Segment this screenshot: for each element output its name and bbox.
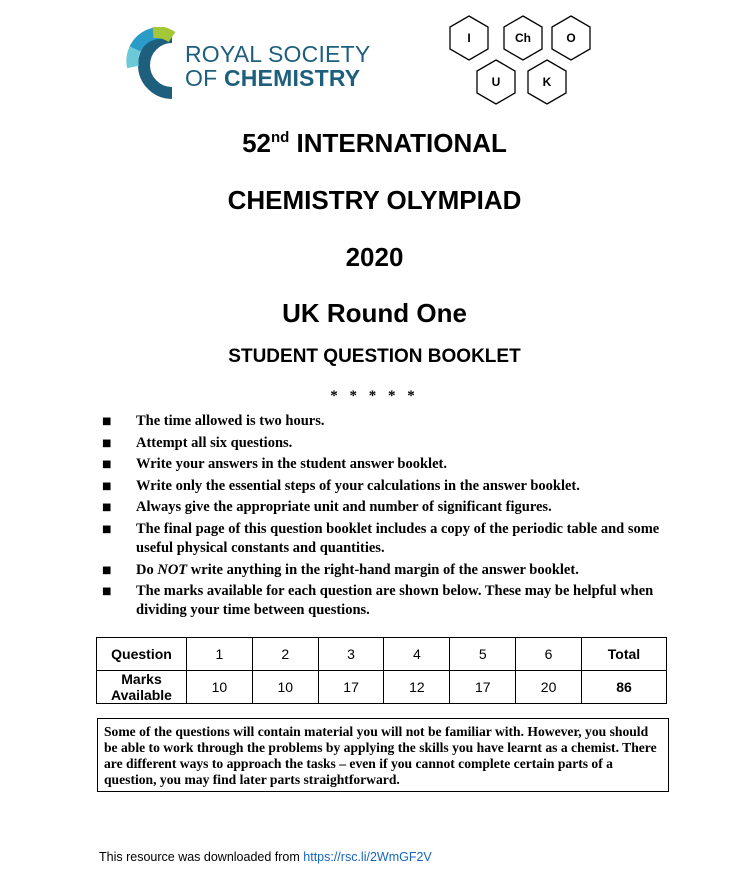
instruction-item	[99, 498, 679, 517]
instruction-item	[99, 434, 679, 453]
instruction-text: Write your answers in the student answer booklet.	[136, 456, 447, 473]
instruction-item	[99, 582, 679, 620]
question-number: 4	[384, 638, 450, 671]
separator-stars: * * * * *	[330, 388, 419, 404]
hex-label-1: I	[467, 31, 471, 45]
instruction-text: Write only the essential steps of your calculations in the answer booklet.	[136, 477, 580, 494]
instruction-item	[99, 520, 679, 558]
question-number: 1	[187, 638, 253, 671]
instruction-text-post: write anything in the right-hand margin of the answer booklet.	[187, 561, 579, 578]
icho-hexagon-logo	[444, 15, 604, 115]
table-row-marks	[97, 671, 667, 704]
instruction-item	[99, 561, 679, 580]
marks-value: 17	[450, 671, 516, 704]
logo-line-2	[185, 66, 370, 90]
note-box: Some of the questions will contain material you will not be familiar with. However, you should be able to work through the problems by applying the skills you have learnt as a chemist. There are different ways to approach the tasks – even if you cannot complete certain parts of a question, you may find later parts straightforward.	[97, 718, 669, 792]
bullet-icon: ■	[102, 416, 112, 427]
instructions-list	[99, 412, 679, 623]
marks-table	[96, 637, 667, 704]
title-international: INTERNATIONAL	[289, 128, 507, 158]
question-number: 3	[318, 638, 384, 671]
marks-value: 10	[252, 671, 318, 704]
footer	[99, 850, 432, 864]
hex-label-3: O	[566, 31, 576, 45]
year-title: 2020	[345, 242, 404, 272]
marks-value: 17	[318, 671, 384, 704]
logo-line-2-prefix: OF	[185, 65, 224, 91]
marks-value: 10	[187, 671, 253, 704]
bullet-icon: ■	[102, 586, 112, 598]
instruction-text: The time allowed is two hours.	[136, 413, 325, 429]
resource-link[interactable]: https://rsc.li/2WmGF2V	[303, 850, 432, 864]
bullet-icon: ■	[102, 502, 112, 514]
footer-text: This resource was downloaded from	[99, 850, 304, 864]
instruction-text-pre: Do	[136, 561, 158, 578]
instruction-item	[99, 477, 679, 496]
marks-value: 20	[516, 671, 582, 704]
olympiad-name-title: CHEMISTRY OLYMPIAD	[227, 185, 522, 215]
hex-label-4: U	[491, 75, 501, 89]
instruction-text: The final page of this question booklet includes a copy of the periodic table and some useful physical constants and quantities.	[136, 520, 660, 556]
bullet-icon: ■	[102, 459, 112, 471]
booklet-title: STUDENT QUESTION BOOKLET	[228, 346, 521, 367]
title-number: 52	[242, 128, 271, 158]
bullet-icon: ■	[102, 480, 112, 492]
bullet-icon: ■	[102, 523, 112, 535]
instruction-text: The marks available for each question are shown below. These may be helpful when dividing your time between questions.	[136, 583, 654, 619]
round-title: UK Round One	[282, 298, 467, 328]
instruction-item	[99, 455, 679, 474]
olympiad-number-title	[0, 128, 749, 159]
marks-value: 12	[384, 671, 450, 704]
total-header: Total	[582, 638, 667, 671]
question-number: 5	[450, 638, 516, 671]
question-header: Question	[97, 638, 187, 671]
title-ordinal: nd	[270, 129, 290, 146]
logo-line-2-bold: CHEMISTRY	[223, 65, 361, 91]
rsc-logo-text	[185, 42, 370, 90]
total-marks: 86	[582, 671, 667, 704]
table-row-questions	[97, 638, 667, 671]
hex-label-2: Ch	[515, 31, 531, 45]
bullet-icon: ■	[102, 437, 112, 449]
hex-label-5: K	[542, 75, 552, 89]
instruction-text: Always give the appropriate unit and number of significant figures.	[136, 499, 552, 516]
logo-line-1: ROYAL SOCIETY	[185, 41, 371, 67]
bullet-icon: ■	[102, 564, 112, 576]
question-number: 2	[252, 638, 318, 671]
instruction-text: Attempt all six questions.	[136, 434, 293, 451]
question-number: 6	[516, 638, 582, 671]
marks-header: Marks Available	[97, 671, 187, 704]
instruction-text-emphasis: NOT	[157, 561, 188, 578]
instruction-item	[99, 412, 679, 431]
